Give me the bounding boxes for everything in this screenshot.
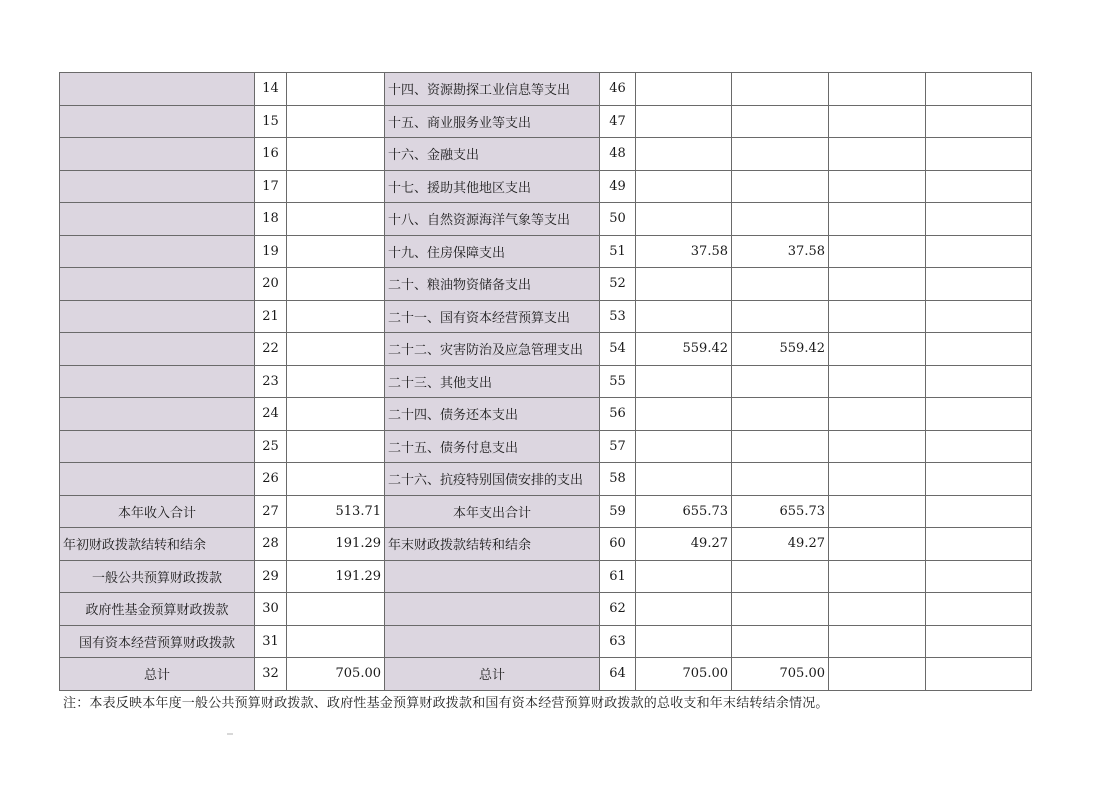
table-row: [60, 625, 1032, 658]
income-line-number: 22: [255, 333, 287, 366]
expense-line-number: 55: [600, 365, 636, 398]
expense-total: [636, 268, 732, 301]
expense-government-fund: [829, 268, 926, 301]
expense-state-capital: [926, 625, 1032, 658]
expense-line-number: 51: [600, 235, 636, 268]
income-item-label: 年初财政拨款结转和结余: [60, 528, 255, 561]
income-item-label: [60, 463, 255, 496]
table-row: [60, 495, 1032, 528]
expense-state-capital: [926, 333, 1032, 366]
income-item-label: [60, 300, 255, 333]
income-amount: [287, 73, 385, 106]
expense-government-fund: [829, 560, 926, 593]
expense-item-label: [385, 560, 600, 593]
expense-general-budget: [732, 203, 829, 236]
expense-general-budget: [732, 625, 829, 658]
expense-general-budget: [732, 73, 829, 106]
income-line-number: 29: [255, 560, 287, 593]
expense-state-capital: [926, 300, 1032, 333]
income-item-label: [60, 398, 255, 431]
income-item-label: [60, 333, 255, 366]
expense-line-number: 56: [600, 398, 636, 431]
table-note: 注：本表反映本年度一般公共预算财政拨款、政府性基金预算财政拨款和国有资本经营预算财政拨款的总收支和年末结转结余情况。: [63, 696, 829, 711]
expense-state-capital: [926, 203, 1032, 236]
table-row: [60, 658, 1032, 691]
expense-item-label: 十九、住房保障支出: [385, 235, 600, 268]
table-body: [60, 73, 1032, 691]
expense-government-fund: [829, 658, 926, 691]
expense-government-fund: [829, 300, 926, 333]
income-amount: 191.29: [287, 560, 385, 593]
income-amount: [287, 268, 385, 301]
expense-state-capital: [926, 560, 1032, 593]
income-item-label: [60, 170, 255, 203]
income-amount: [287, 333, 385, 366]
expense-general-budget: 655.73: [732, 495, 829, 528]
expense-total: [636, 300, 732, 333]
expense-state-capital: [926, 138, 1032, 171]
expense-general-budget: [732, 138, 829, 171]
expense-general-budget: [732, 430, 829, 463]
expense-item-label: 十六、金融支出: [385, 138, 600, 171]
income-item-label: [60, 268, 255, 301]
expense-government-fund: [829, 73, 926, 106]
income-amount: [287, 463, 385, 496]
expense-line-number: 50: [600, 203, 636, 236]
income-item-label: 国有资本经营预算财政拨款: [60, 625, 255, 658]
expense-item-label: 二十四、债务还本支出: [385, 398, 600, 431]
expense-total: [636, 593, 732, 626]
expense-total: 705.00: [636, 658, 732, 691]
expense-government-fund: [829, 463, 926, 496]
income-amount: [287, 625, 385, 658]
expense-line-number: 46: [600, 73, 636, 106]
expense-general-budget: [732, 365, 829, 398]
income-amount: [287, 203, 385, 236]
expense-general-budget: [732, 593, 829, 626]
expense-item-label: 二十六、抗疫特别国债安排的支出: [385, 463, 600, 496]
expense-state-capital: [926, 365, 1032, 398]
income-item-label: [60, 138, 255, 171]
expense-line-number: 48: [600, 138, 636, 171]
expense-government-fund: [829, 430, 926, 463]
expense-general-budget: 705.00: [732, 658, 829, 691]
expense-total: [636, 625, 732, 658]
income-line-number: 23: [255, 365, 287, 398]
table-row: [60, 430, 1032, 463]
income-item-label: 政府性基金预算财政拨款: [60, 593, 255, 626]
expense-government-fund: [829, 495, 926, 528]
income-amount: [287, 170, 385, 203]
expense-government-fund: [829, 235, 926, 268]
expense-total: 655.73: [636, 495, 732, 528]
expense-state-capital: [926, 528, 1032, 561]
expense-line-number: 53: [600, 300, 636, 333]
expense-item-label: 十七、援助其他地区支出: [385, 170, 600, 203]
expense-item-label: 十五、商业服务业等支出: [385, 105, 600, 138]
table-row: [60, 235, 1032, 268]
expense-total: [636, 463, 732, 496]
table-row: [60, 73, 1032, 106]
expense-item-label: 二十三、其他支出: [385, 365, 600, 398]
expense-government-fund: [829, 105, 926, 138]
expense-line-number: 59: [600, 495, 636, 528]
income-line-number: 32: [255, 658, 287, 691]
expense-total: [636, 73, 732, 106]
expense-state-capital: [926, 495, 1032, 528]
income-amount: 513.71: [287, 495, 385, 528]
expense-state-capital: [926, 593, 1032, 626]
table-row: [60, 560, 1032, 593]
expense-government-fund: [829, 138, 926, 171]
expense-line-number: 64: [600, 658, 636, 691]
income-line-number: 27: [255, 495, 287, 528]
expense-line-number: 47: [600, 105, 636, 138]
income-item-label: [60, 235, 255, 268]
expense-government-fund: [829, 398, 926, 431]
expense-general-budget: [732, 105, 829, 138]
income-line-number: 20: [255, 268, 287, 301]
expense-general-budget: [732, 463, 829, 496]
expense-general-budget: 49.27: [732, 528, 829, 561]
income-line-number: 17: [255, 170, 287, 203]
expense-item-label: 二十二、灾害防治及应急管理支出: [385, 333, 600, 366]
table-row: [60, 170, 1032, 203]
expense-line-number: 60: [600, 528, 636, 561]
income-line-number: 14: [255, 73, 287, 106]
expense-total: [636, 365, 732, 398]
table-row: [60, 463, 1032, 496]
income-amount: [287, 593, 385, 626]
income-line-number: 26: [255, 463, 287, 496]
income-line-number: 25: [255, 430, 287, 463]
income-item-label: [60, 203, 255, 236]
income-line-number: 30: [255, 593, 287, 626]
expense-line-number: 57: [600, 430, 636, 463]
table-row: [60, 333, 1032, 366]
fiscal-appropriation-table: [59, 72, 1032, 691]
scan-speck: [227, 733, 233, 735]
expense-item-label: 二十一、国有资本经营预算支出: [385, 300, 600, 333]
expense-item-label: 年末财政拨款结转和结余: [385, 528, 600, 561]
table-row: [60, 203, 1032, 236]
expense-general-budget: [732, 300, 829, 333]
expense-state-capital: [926, 268, 1032, 301]
expense-total: 49.27: [636, 528, 732, 561]
table-row: [60, 105, 1032, 138]
expense-line-number: 49: [600, 170, 636, 203]
expense-government-fund: [829, 333, 926, 366]
income-amount: [287, 430, 385, 463]
expense-item-label: 本年支出合计: [385, 495, 600, 528]
income-amount: 705.00: [287, 658, 385, 691]
expense-line-number: 58: [600, 463, 636, 496]
expense-line-number: 52: [600, 268, 636, 301]
income-item-label: [60, 365, 255, 398]
income-item-label: [60, 73, 255, 106]
expense-state-capital: [926, 170, 1032, 203]
table-row: [60, 138, 1032, 171]
expense-total: 37.58: [636, 235, 732, 268]
expense-government-fund: [829, 625, 926, 658]
income-item-label: 本年收入合计: [60, 495, 255, 528]
income-line-number: 28: [255, 528, 287, 561]
table-row: [60, 268, 1032, 301]
income-amount: [287, 235, 385, 268]
expense-item-label: 十四、资源勘探工业信息等支出: [385, 73, 600, 106]
expense-government-fund: [829, 593, 926, 626]
expense-line-number: 63: [600, 625, 636, 658]
expense-item-label: [385, 625, 600, 658]
expense-state-capital: [926, 235, 1032, 268]
table-row: [60, 300, 1032, 333]
expense-general-budget: 37.58: [732, 235, 829, 268]
expense-item-label: 二十五、债务付息支出: [385, 430, 600, 463]
expense-total: [636, 560, 732, 593]
income-line-number: 19: [255, 235, 287, 268]
expense-general-budget: [732, 170, 829, 203]
income-amount: [287, 105, 385, 138]
income-item-label: [60, 430, 255, 463]
expense-government-fund: [829, 203, 926, 236]
table-row: [60, 365, 1032, 398]
table-row: [60, 528, 1032, 561]
income-line-number: 15: [255, 105, 287, 138]
expense-total: [636, 170, 732, 203]
expense-total: [636, 203, 732, 236]
expense-item-label: [385, 593, 600, 626]
expense-line-number: 54: [600, 333, 636, 366]
expense-general-budget: [732, 560, 829, 593]
income-item-label: 一般公共预算财政拨款: [60, 560, 255, 593]
income-item-label: [60, 105, 255, 138]
income-line-number: 31: [255, 625, 287, 658]
expense-state-capital: [926, 398, 1032, 431]
expense-state-capital: [926, 658, 1032, 691]
expense-state-capital: [926, 105, 1032, 138]
expense-line-number: 62: [600, 593, 636, 626]
income-amount: 191.29: [287, 528, 385, 561]
expense-state-capital: [926, 73, 1032, 106]
expense-item-label: 二十、粮油物资储备支出: [385, 268, 600, 301]
expense-total: [636, 398, 732, 431]
income-amount: [287, 138, 385, 171]
expense-general-budget: [732, 398, 829, 431]
expense-general-budget: [732, 268, 829, 301]
income-line-number: 16: [255, 138, 287, 171]
table-row: [60, 593, 1032, 626]
income-line-number: 21: [255, 300, 287, 333]
expense-state-capital: [926, 463, 1032, 496]
expense-total: [636, 138, 732, 171]
income-line-number: 24: [255, 398, 287, 431]
income-item-label: 总计: [60, 658, 255, 691]
expense-item-label: 十八、自然资源海洋气象等支出: [385, 203, 600, 236]
expense-general-budget: 559.42: [732, 333, 829, 366]
expense-item-label: 总计: [385, 658, 600, 691]
income-amount: [287, 398, 385, 431]
expense-total: [636, 105, 732, 138]
expense-state-capital: [926, 430, 1032, 463]
income-line-number: 18: [255, 203, 287, 236]
expense-total: 559.42: [636, 333, 732, 366]
expense-total: [636, 430, 732, 463]
expense-government-fund: [829, 365, 926, 398]
expense-government-fund: [829, 170, 926, 203]
expense-line-number: 61: [600, 560, 636, 593]
income-amount: [287, 300, 385, 333]
expense-government-fund: [829, 528, 926, 561]
table-row: [60, 398, 1032, 431]
income-amount: [287, 365, 385, 398]
